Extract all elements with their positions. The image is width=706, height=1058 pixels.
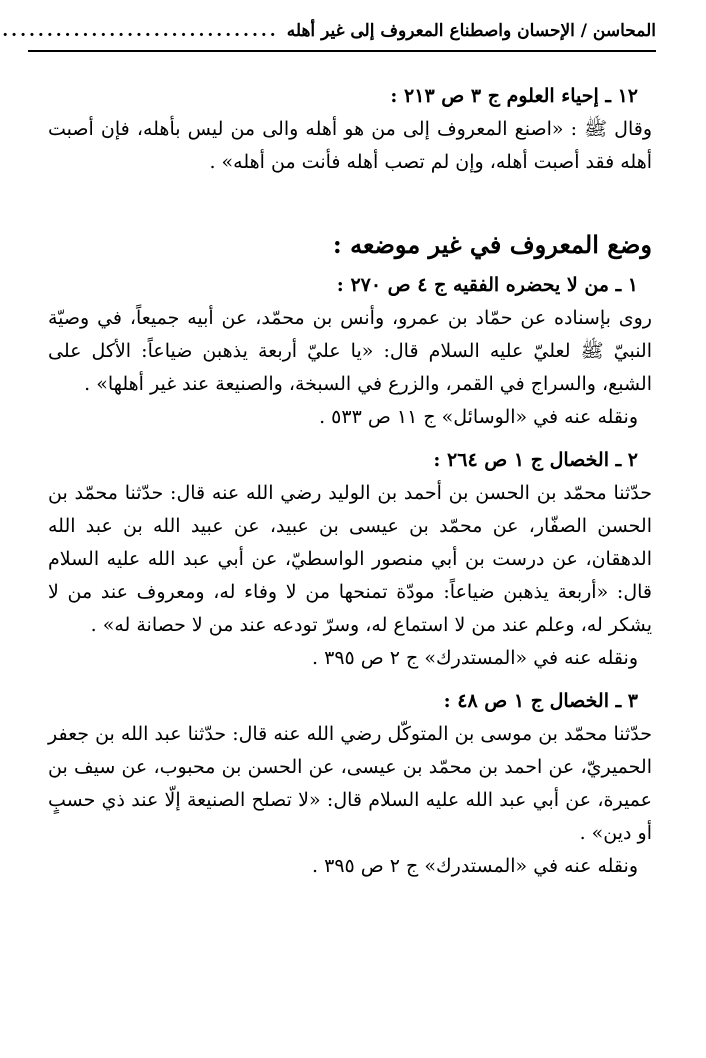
running-header-title: المحاسن / الإحسان واصطناع المعروف إلى غير أهله <box>286 21 656 41</box>
hadith-3-text: حدّثنا محمّد بن موسى بن المتوكّل رضي الله عنه قال: حدّثنا عبد الله بن جعفر الحميريّ، عن احمد بن محمّد بن عيسى، عن الحسن بن محبوب، عن سيف بن عميرة، عن أبي عبد الله عليه السلام قال: «لا تصلح الصنيعة إلّا عند ذي حسبٍ أو دين» . <box>48 723 652 844</box>
citation-note-1: ونقله عنه في «الوسائل» ج ١١ ص ٥٣٣ . <box>319 406 638 428</box>
page-body <box>48 80 652 883</box>
reference-1-man-la-yahduruhu: ١ ـ من لا يحضره الفقيه ج ٤ ص ٢٧٠ : <box>336 274 638 296</box>
reference-12-ihya-al-ulum: ١٢ ـ إحياء العلوم ج ٣ ص ٢١٣ : <box>390 85 638 107</box>
citation-note-2: ونقله عنه في «المستدرك» ج ٢ ص ٣٩٥ . <box>312 647 638 669</box>
hadith-2-text: حدّثنا محمّد بن الحسن بن أحمد بن الوليد رضي الله عنه قال: حدّثنا محمّد بن الحسن الصفّار، عن محمّد بن عيسى بن عبيد، عن عبيد الله بن عبد الله الدهقان، عن درست بن أبي منصور الواسطيّ، عن أبي عبد الله عليه السلام قال: «أربعة يذهبن ضياعاً: مودّة تمنحها من لا وفاء له، ومعروف عند من لا يشكر له، وعلم عند من لا استماع له، وسرّ تودعه عند من لا حصانة له» . <box>48 482 652 636</box>
header-rule <box>28 50 656 52</box>
hadith-1-text: روى بإسناده عن حمّاد بن عمرو، وأنس بن محمّد، عن أبيه جميعاً، في وصيّة النبيّ ﷺ لعليّ عليه السلام قال: «يا عليّ أربعة يذهبن ضياعاً: الأكل على الشبع، والسراج في القمر، والزرع في السبخة، والصنيعة عند غير أهلها» . <box>48 307 652 395</box>
section-heading: وضع المعروف في غير موضعه : <box>332 230 652 259</box>
reference-3-al-khisal: ٣ ـ الخصال ج ١ ص ٤٨ : <box>443 690 638 712</box>
leader-dots: ............................... <box>2 20 279 41</box>
reference-2-al-khisal: ٢ ـ الخصال ج ١ ص ٢٦٤ : <box>433 449 638 471</box>
running-header <box>2 14 656 48</box>
hadith-12-text: وقال ﷺ : «اصنع المعروف إلى من هو أهله والى من ليس بأهله، فإن أصبت أهله فقد أصبت أهله، وإن لم تصب أهله فأنت من أهله» . <box>48 118 652 173</box>
citation-note-3: ونقله عنه في «المستدرك» ج ٢ ص ٣٩٥ . <box>312 855 638 877</box>
